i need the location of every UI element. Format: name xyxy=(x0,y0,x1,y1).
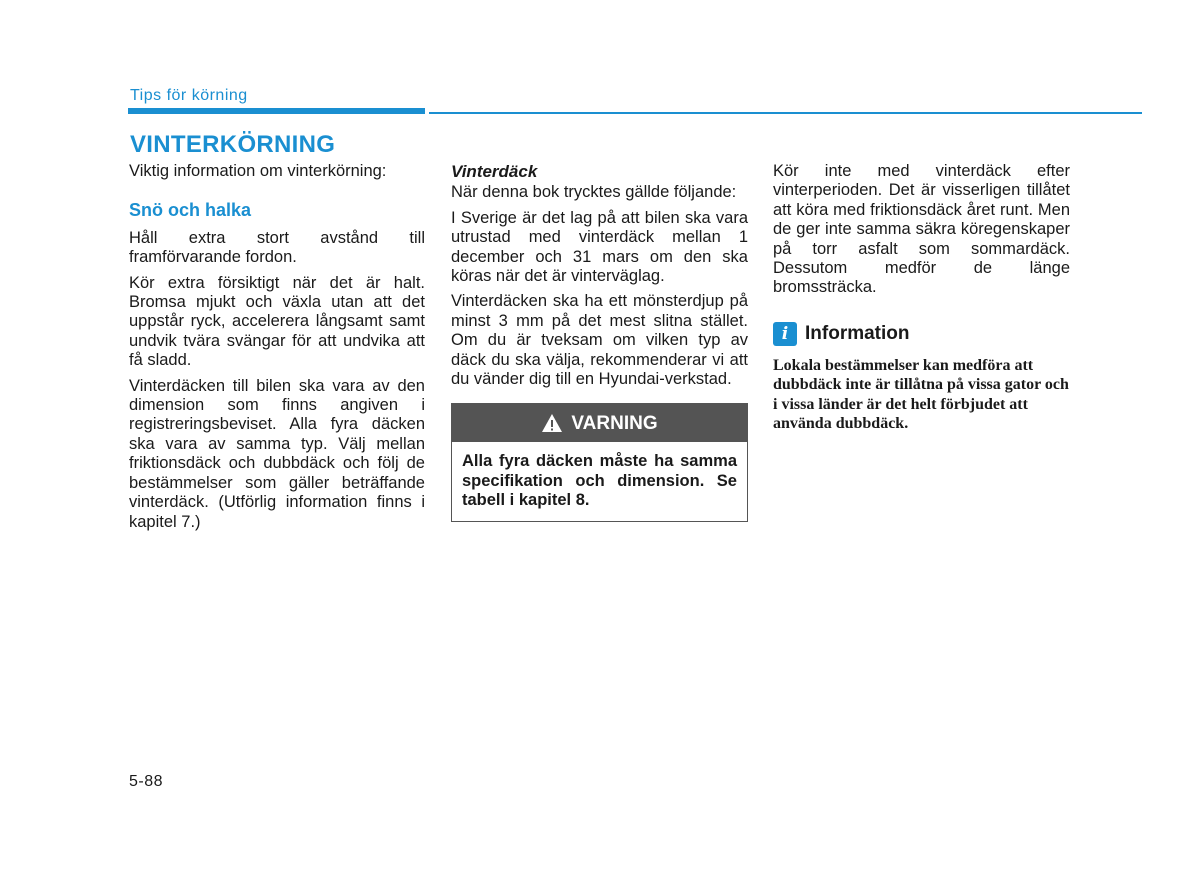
page-number: 5-88 xyxy=(129,773,164,790)
header-rule-thick xyxy=(128,108,425,114)
info-text: Lokala bestämmelser kan medföra att dubbdäck inte är tillåtna på vissa gator och i vissa länder är det helt förbjudet att använda dubbdäck. xyxy=(773,356,1069,433)
warning-header xyxy=(452,404,747,442)
subheading-winter-tires: Vinterdäck xyxy=(451,162,538,181)
paragraph: Vinterdäcken till bilen ska vara av den dimension som finns angiven i registreringsbeviset. Alla fyra däcken ska vara av samma typ. Välj mellan friktionsdäck och dubbdäck och följ de bestämmelser som gäller beträffande vinterdäck. (Utförlig information finns i kapitel 7.) xyxy=(129,376,425,531)
paragraph: Kör extra försiktigt när det är halt. Bromsa mjukt och växla utan att det uppstår ryck, accelerera långsamt samt undvik tvära svängar för att undvika att få sladd. xyxy=(129,273,425,370)
paragraph: Vinterdäcken ska ha ett mönsterdjup på minst 3 mm på det mest slitna stället. Om du är tveksam om vilken typ av däck du ska välja, rekommenderar vi att du vänder dig till en Hyundai-verkstad. xyxy=(451,292,748,389)
paragraph: I Sverige är det lag på att bilen ska vara utrustad med vinterdäck mellan 1 december och 31 mars om den ska köras när det är vinterväglag. xyxy=(451,208,748,286)
column-2 xyxy=(451,162,748,522)
paragraph: När denna bok trycktes gällde följande: xyxy=(451,183,737,202)
intro-text: Viktig information om vinterkörning: xyxy=(129,162,387,180)
column-1 xyxy=(129,162,425,538)
info-icon: i xyxy=(773,322,797,346)
subheading-snow: Snö och halka xyxy=(129,200,252,221)
info-title: Information xyxy=(805,323,910,345)
warning-triangle-icon xyxy=(541,413,563,433)
paragraph: Kör inte med vinterdäck efter vinterperioden. Det är visserligen tillåtet att köra med friktionsdäck året runt. Men de ger inte samma säkra köregenskaper på torr asfalt som sommardäck. Dessutom medför de länge bromssträcka. xyxy=(773,162,1070,297)
column-3 xyxy=(773,162,1070,433)
warning-text: Alla fyra däcken måste ha samma specifikation och dimension. Se tabell i kapitel 8. xyxy=(462,452,737,510)
page-title: VINTERKÖRNING xyxy=(130,131,336,158)
warning-box xyxy=(451,403,748,521)
section-label: Tips för körning xyxy=(130,87,248,104)
paragraph: Håll extra stort avstånd till framförvarande fordon. xyxy=(129,228,425,267)
warning-title: VARNING xyxy=(571,412,658,434)
header-rule-thin xyxy=(429,112,1142,114)
info-header xyxy=(773,322,1070,346)
